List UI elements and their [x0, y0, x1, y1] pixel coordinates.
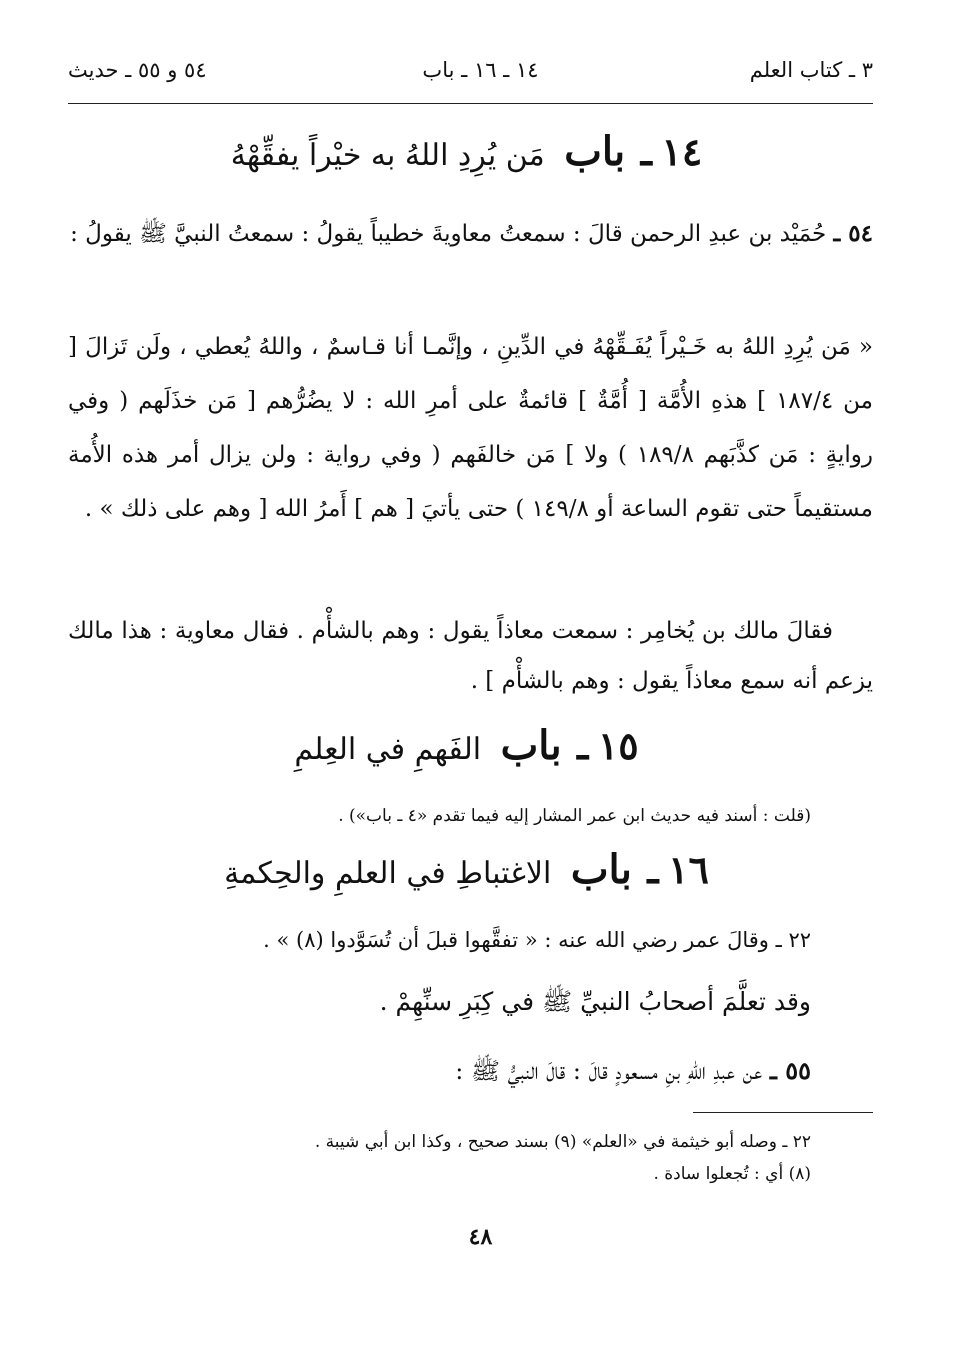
running-head-book: ٣ ـ كتاب العلم: [749, 58, 873, 82]
chapter-14-title: مَن يُرِدِ اللهُ به خيْراً يفقِّهْهُ: [230, 138, 545, 173]
hadith-54-intro-text: حُمَيْد بن عبدِ الرحمن قالَ : سمعتُ معاويةَ خطيباً يقولُ : سمعتُ النبيَّ ﷺ يقولُ :: [70, 221, 827, 247]
hadith-55-intro: عن عبدِ اللهِ بنِ مسعودٍ قالَ : قالَ النبيُّ ﷺ :: [455, 1057, 763, 1085]
hadith-55: [455, 1056, 811, 1091]
chapter-16-bab: باب: [570, 846, 632, 893]
page-number: ٤٨: [468, 1224, 493, 1250]
chapter-16-number: ١٦: [668, 847, 709, 892]
running-head-chapters: ١٤ ـ ١٦ ـ باب: [422, 58, 539, 82]
chapter-15-bab: باب: [500, 722, 562, 769]
chapter-15-dash: ـ: [577, 723, 589, 768]
chapter-15-number: ١٥: [597, 723, 639, 768]
chapter-14-number: ١٤: [661, 129, 703, 174]
chapter-15-title: الفَهمِ في العِلمِ: [294, 732, 482, 767]
hadith-54-intro: [68, 204, 873, 264]
hadith-54-addendum: فقالَ مالك بن يُخامِر : سمعت معاذاً يقول : وهم بالشأْم . فقال معاوية : هذا مالك يزعم أنه سمع معاذاً يقول : وهم بالشأْم ] .: [68, 618, 873, 694]
chapter-15-note: (قلت : أسند فيه حديث ابن عمر المشار إليه فيما تقدم «٤ ـ باب») .: [338, 806, 811, 826]
chapter-16-heading: [60, 846, 873, 893]
chapter-16-dash: ـ: [647, 847, 659, 892]
chapter-16-statement: وقد تعلَّمَ أصحابُ النبيِّ ﷺ في كِبَرِ سنِّهِمْ .: [379, 987, 811, 1016]
chapter-16-title: الاغتباطِ في العلمِ والحِكمةِ: [224, 856, 552, 891]
footnote-rule: [693, 1112, 873, 1113]
footnote-22: ٢٢ ـ وصله أبو خيثمة في «العلم» (٩) بسند صحيح ، وكذا ابن أبي شيبة .: [314, 1132, 811, 1152]
hadith-54-number: ٥٤ ـ: [833, 220, 873, 247]
footnote-8: (٨) أي : تُجعلوا سادة .: [653, 1164, 811, 1184]
chapter-14-bab: باب: [564, 128, 626, 175]
chapter-14-heading: [60, 128, 873, 175]
header-rule: [68, 103, 873, 104]
chapter-14-dash: ـ: [640, 129, 652, 174]
hadith-54-text: « مَن يُرِدِ اللهُ به خَـيْراً يُفَـقِّهْهُ في الدِّينِ ، وإنَّمـا أنا قـاسمٌ ، واللهُ يُعطي ، ولَن تَزالَ [ من ١٨٧/٤ ] هذهِ الأُمَّة [ أُمَّةٌ ] قائمةٌ على أمرِ الله : لا يضُرُّهم [ مَن خذَلَهم ( وفي روايةٍ : مَن كذَّبَهم ١٨٩/٨ ) ولا ] مَن خالفَهم ( وفي رواية : ولن يزال أمر هذه الأُمة مستقيماً حتى تقوم الساعة أو ١٤٩/٨ ) حتى يأتيَ [ هم ] أَمرُ الله [ وهم على ذلك » .: [68, 334, 873, 522]
athar-22: ٢٢ ـ وقالَ عمر رضي الله عنه : « تفقَّهوا قبلَ أن تُسَوَّدوا (٨) » .: [263, 928, 811, 952]
hadith-55-number: ٥٥ ـ: [769, 1056, 811, 1085]
chapter-15-heading: [60, 722, 873, 769]
running-head-hadiths: ٥٤ و ٥٥ ـ حديث: [68, 58, 207, 82]
